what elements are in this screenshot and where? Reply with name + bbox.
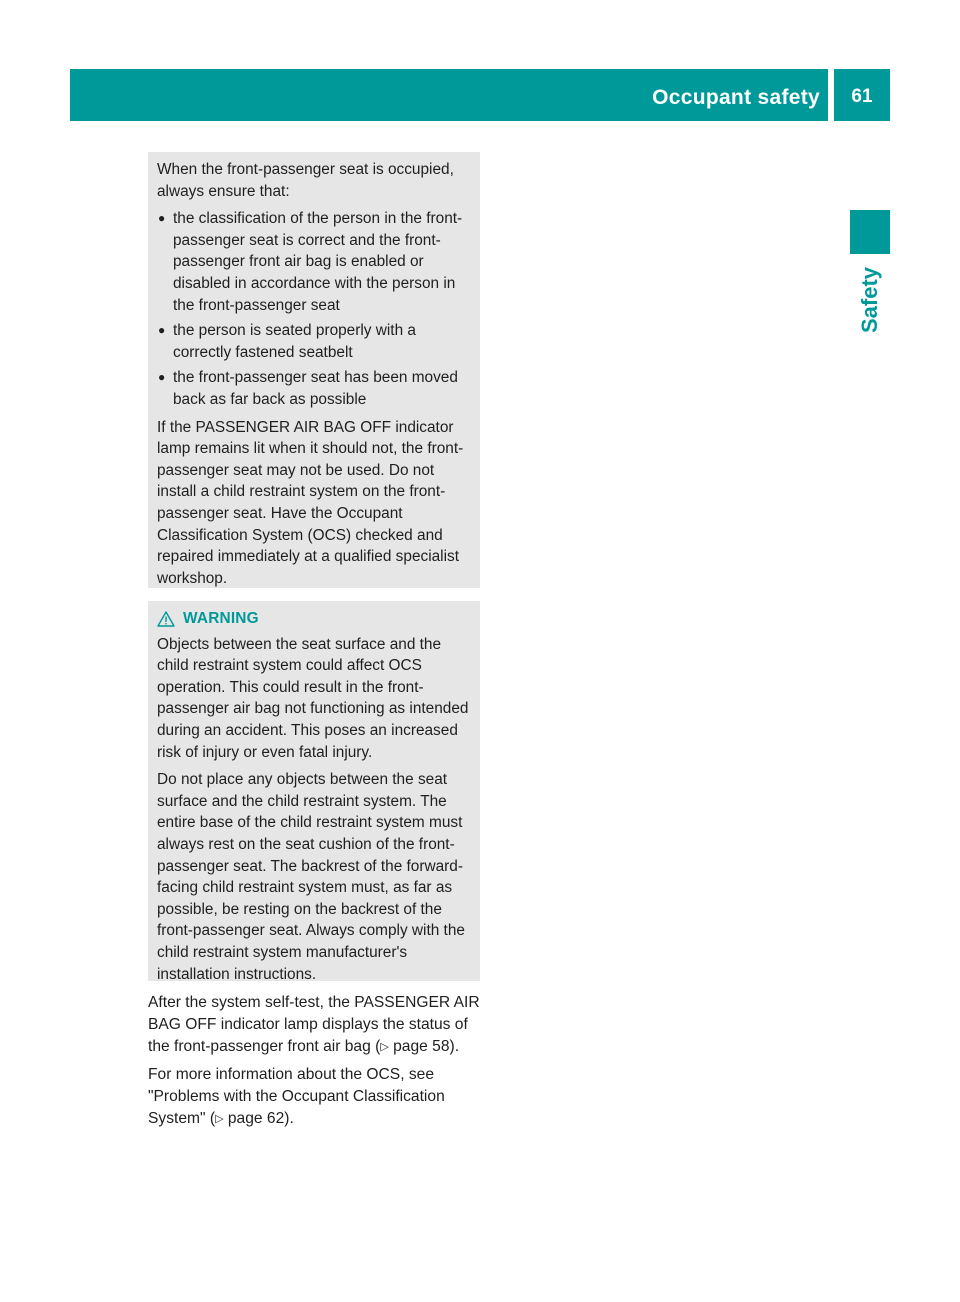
page-reference-link[interactable]: page 62 bbox=[227, 1110, 285, 1127]
list-item-text: the classification of the person in the front-passenger seat is correct and the front-passenger front air bag is enabled or disabled in accordance with the person in the front-passenger seat bbox=[173, 210, 463, 314]
body-paragraph: After the system self-test, the PASSENGER AIR BAG OFF indicator lamp displays the status of the front-passenger front air bag (▷ page 58). bbox=[148, 994, 480, 1055]
info-box bbox=[148, 152, 480, 588]
body-paragraph-text: After the system self-test, the PASSENGER AIR BAG OFF indicator lamp displays the status of the front-passenger front air bag bbox=[148, 994, 480, 1055]
bullet-icon: ● bbox=[158, 370, 166, 385]
list-item bbox=[157, 367, 472, 410]
page-number: 61 bbox=[851, 86, 873, 107]
info-intro-line1: When the front-passenger seat is occupied, bbox=[157, 161, 454, 178]
body-paragraph: For more information about the OCS, see "Problems with the Occupant Classification System" (▷ page 62). bbox=[148, 1066, 445, 1127]
info-intro-line2: always ensure that: bbox=[157, 182, 290, 200]
page-ref-arrow-icon: ▷ bbox=[380, 1041, 389, 1053]
warning-paragraph: Objects between the seat surface and the child restraint system could affect OCS operation. This could result in the front-passenger air bag not functioning as intended during an accident. This poses an increased risk of injury or even fatal injury. bbox=[157, 635, 469, 761]
list-item bbox=[157, 208, 472, 316]
info-closing-text: If the PASSENGER AIR BAG OFF indicator lamp remains lit when it should not, the front-passenger seat may not be used. Do not install a child restraint system on the front-passenger seat. Have the Occupant Classification System (OCS) checked and repaired immediately at a qualified specialist workshop. bbox=[157, 418, 464, 587]
list-item-text: the front-passenger seat has been moved back as far back as possible bbox=[173, 369, 458, 408]
page-ref-arrow-icon: ▷ bbox=[215, 1113, 224, 1125]
bullet-icon: ● bbox=[158, 323, 166, 338]
warning-triangle-icon bbox=[157, 611, 175, 627]
body-text bbox=[148, 992, 488, 1136]
bullet-icon: ● bbox=[158, 211, 166, 226]
info-intro bbox=[157, 159, 472, 202]
warning-header bbox=[157, 608, 472, 630]
warning-paragraph: Do not place any objects between the seat surface and the child restraint system. The entire base of the child restraint system must always rest on the seat cushion of the front-passenger seat. The backrest of the forward-facing child restraint system must, as far as possible, be resting on the backrest of the front-passenger seat. Always comply with the child restraint system manufacturer's installation instructions. bbox=[157, 771, 465, 983]
list-item bbox=[157, 320, 472, 363]
page-reference-link[interactable]: page 58 bbox=[393, 1038, 450, 1055]
info-bullet-list bbox=[157, 208, 472, 410]
list-item-text: the person is seated properly with a correctly fastened seatbelt bbox=[173, 322, 416, 361]
body-paragraph-text: For more information about the OCS, see "Problems with the Occupant Classification System" bbox=[148, 1066, 445, 1127]
section-title: Occupant safety bbox=[652, 86, 820, 109]
chapter-tab-marker bbox=[850, 210, 890, 254]
chapter-tab-label: Safety bbox=[857, 266, 882, 334]
warning-box bbox=[148, 601, 480, 981]
warning-label: WARNING bbox=[183, 610, 259, 627]
